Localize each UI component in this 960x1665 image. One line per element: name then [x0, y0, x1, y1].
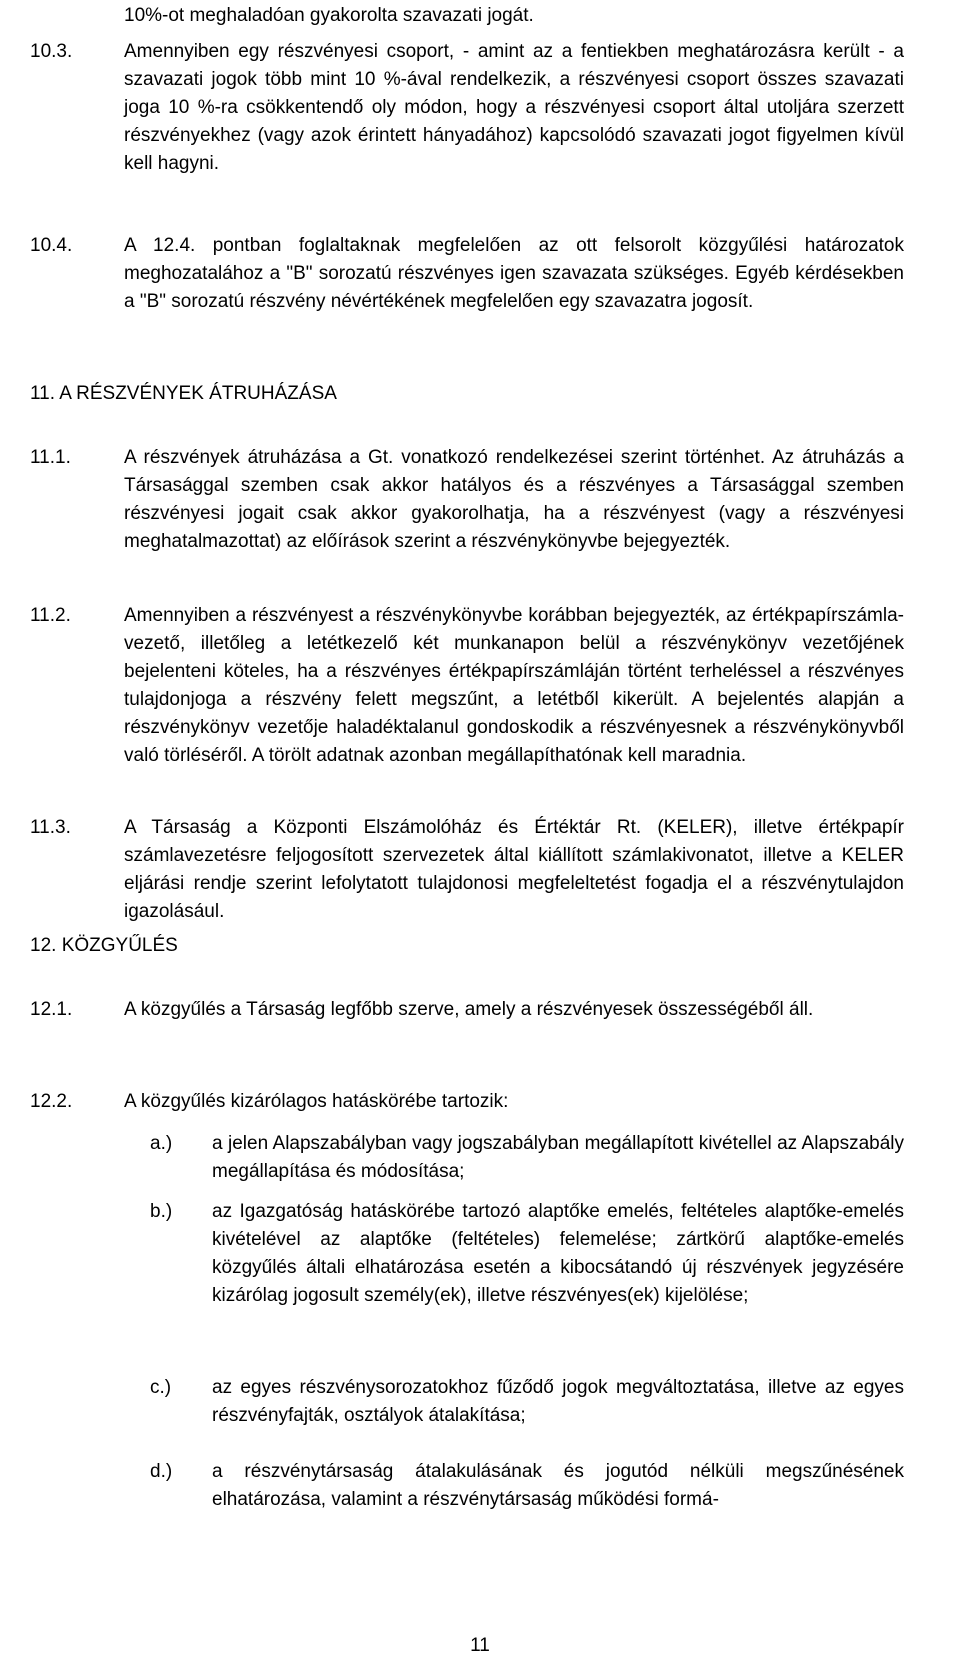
page-number: 11	[470, 1635, 490, 1656]
list-item-label: d.)	[150, 1461, 173, 1482]
section-number: 12.2.	[30, 1091, 73, 1112]
section-11-1	[30, 444, 904, 556]
list-item-label: a.)	[150, 1133, 173, 1154]
section-12-2	[30, 1088, 904, 1116]
section-number: 10.3.	[30, 41, 73, 62]
section-text: A részvények átruházása a Gt. vonatkozó rendelkezései szerint történhet. Az átruházás a Társasággal szemben csak akkor hatályos és a részvényes a Társasággal szemben részvényesi jogait csak akkor gyakorolhatja, ha a részvényest (vagy a részvényesi meghatalmazottat) az előírások szerint a részvénykönyvbe bejegyezték.	[124, 447, 904, 552]
list-item-text: az egyes részvénysorozatokhoz fűződő jogok megváltoztatása, illetve az egyes részvényfajták, osztályok átalakítása;	[212, 1377, 904, 1426]
section-10-4	[30, 232, 904, 316]
section-number: 10.4.	[30, 235, 73, 256]
list-item-text: a jelen Alapszabályban vagy jogszabályban megállapított kivétellel az Alapszabály megállapítása és módosítása;	[212, 1133, 904, 1182]
section-text: Amennyiben a részvényest a részvénykönyvbe korábban bejegyezték, az értékpapírszámla-vezető, illetőleg a letétkezelő két munkanapon belül a részvénykönyv vezetőjének bejelenteni köteles, ha a részvényes értékpapírszámláján történt terheléssel a részvényes tulajdonjoga a részvény felett megszűnt, a letétből kikerült. A bejelentés alapján a részvénykönyv vezetője haladéktalanul gondoskodik a részvényesnek a részvénykönyvből való törléséről. A törölt adatnak azonban megállapíthatónak kell maradnia.	[124, 605, 904, 766]
list-item-label: b.)	[150, 1201, 173, 1222]
section-10-3	[30, 38, 904, 178]
section-11-3	[30, 814, 904, 926]
section-number: 11.2.	[30, 605, 71, 626]
section-12-1	[30, 996, 904, 1024]
section-text: Amennyiben egy részvényesi csoport, - amint az a fentiekben meghatározásra került - a szavazati jogok több mint 10 %-ával rendelkezik, a részvényesi csoport összes szavazati joga 10 %-ra csökkentendő oly módon, hogy a részvényesi csoport által utoljára szerzett részvényekhez (vagy azok érintett hányadához) kapcsolódó szavazati jogot figyelmen kívül kell hagyni.	[124, 41, 904, 174]
section-text: A 12.4. pontban foglaltaknak megfelelően az ott felsorolt közgyűlési határozatok meghozatalához a "B" sorozatú részvényes igen szavazata szükséges. Egyéb kérdésekben a "B" sorozatú részvény névértékének megfelelően egy szavazatra jogosít.	[124, 235, 904, 312]
heading-11: 11. A RÉSZVÉNYEK ÁTRUHÁZÁSA	[30, 383, 337, 404]
list-item-text: a részvénytársaság átalakulásának és jogutód nélküli megszűnésének elhatározása, valamint a részvénytársaság működési formá-	[212, 1461, 904, 1510]
section-text: A közgyűlés a Társaság legfőbb szerve, amely a részvényesek összességéből áll.	[124, 999, 814, 1020]
list-item-b	[150, 1198, 904, 1310]
section-number: 12.1.	[30, 999, 73, 1020]
list-item-label: c.)	[150, 1377, 172, 1398]
heading-12: 12. KÖZGYŰLÉS	[30, 935, 178, 956]
carry-over-text: 10%-ot meghaladóan gyakorolta szavazati jogát.	[124, 5, 534, 26]
list-item-c	[150, 1374, 904, 1430]
section-text: A Társaság a Központi Elszámolóház és Értéktár Rt. (KELER), illetve értékpapír számlavezetésre feljogosított szervezetek által kiállított számlakivonatot, illetve a KELER eljárási rendje szerint lefolytatott tulajdonosi megfeleltetést fogadja el a részvénytulajdon igazolásául.	[124, 817, 904, 922]
list-item-text: az Igazgatóság hatáskörébe tartozó alaptőke emelés, feltételes alaptőke-emelés kivételével az alaptőke (feltételes) felemelése; zártkörű alaptőke-emelés közgyűlés általi elhatározása esetén a kibocsátandó új részvények jegyzésére kizárólag jogosult személy(ek), illetve részvényes(ek) kijelölése;	[212, 1201, 904, 1306]
section-11-2	[30, 602, 904, 770]
list-item-a	[150, 1130, 904, 1186]
list-item-d	[150, 1458, 904, 1514]
section-text: A közgyűlés kizárólagos hatáskörébe tartozik:	[124, 1091, 509, 1112]
section-number: 11.1.	[30, 447, 71, 468]
section-number: 11.3.	[30, 817, 71, 838]
